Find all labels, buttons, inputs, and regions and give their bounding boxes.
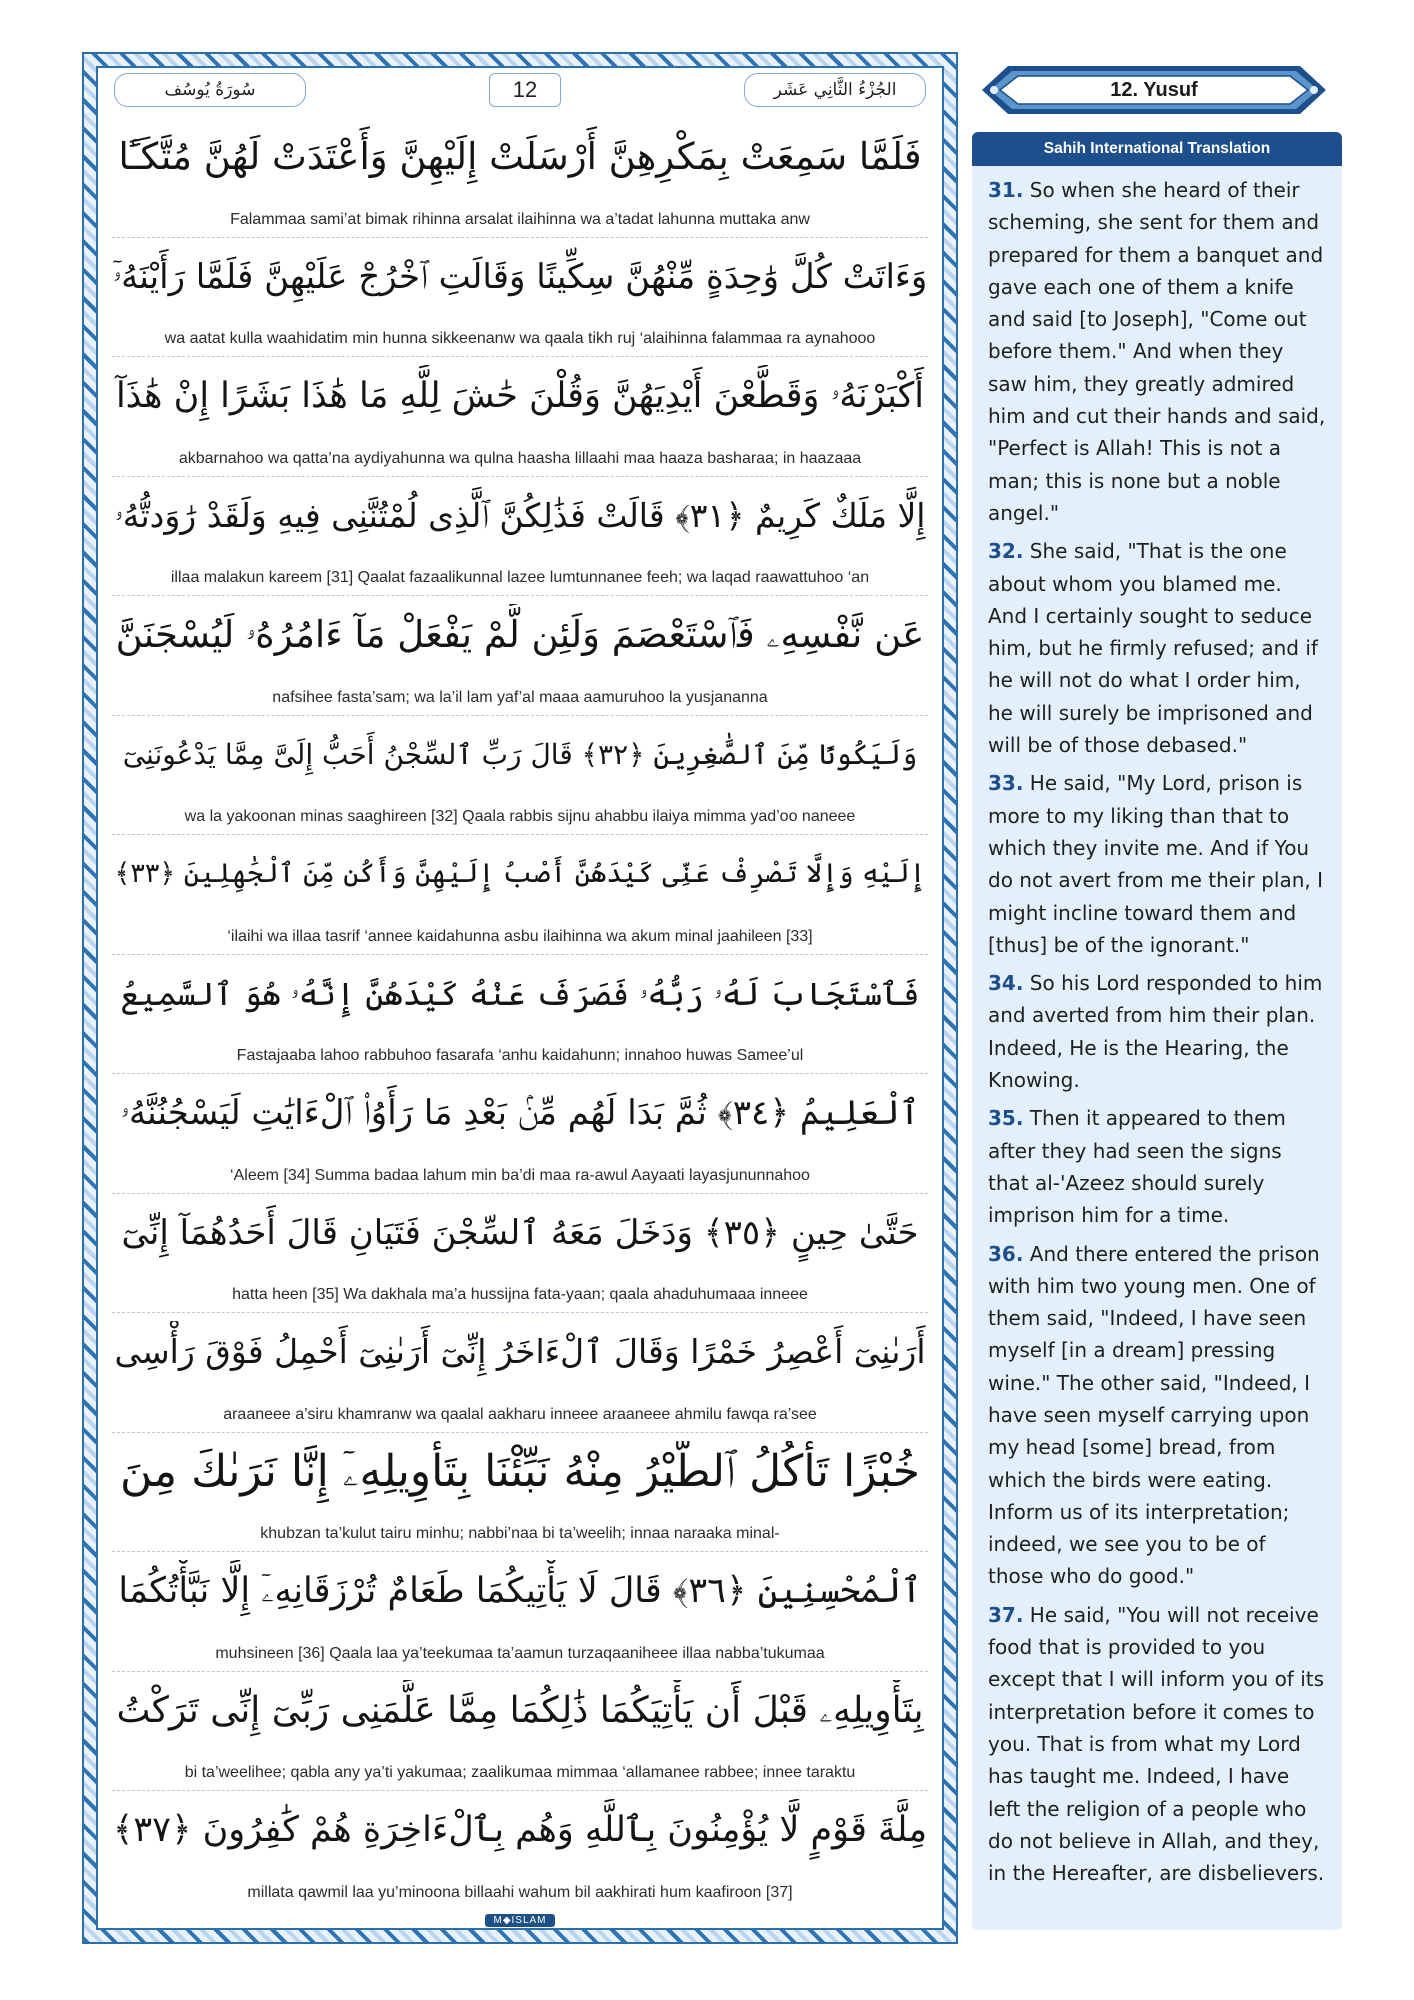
page-footer — [96, 1910, 944, 1930]
verse-line — [112, 118, 928, 238]
verse-translation-text: Then it appeared to them after they had seen the signs that al-'Azeez should surely imprison him for a time. — [988, 1106, 1286, 1228]
surah-title: 12. Yusuf — [1110, 78, 1198, 101]
transliteration-text: illaa malakun kareem [31] Qaalat fazaalikunnal lazee lumtunnanee feeh; wa laqad raawattuhoo ‘an — [170, 569, 870, 586]
translation-header: Sahih International Translation — [972, 132, 1342, 166]
transliteration-text: muhsineen [36] Qaala laa ya’teekumaa ta’aamun turzaqaaniheee illaa nabba’tukumaa — [215, 1644, 825, 1662]
transliteration-text: ‘ilaihi wa illaa tasrif ‘annee kaidahunna asbu ilaihinna wa akum minal jaahileen [33] — [227, 927, 813, 945]
transliteration-text: bi ta’weelihee; qabla any ya’ti yakumaa; zaalikumaa mimmaa ‘allamanee rabbee; innee taraktu — [184, 1764, 856, 1781]
verse-line — [112, 835, 928, 955]
arabic-text: فَلَمَّا سَمِعَتْ بِمَكْرِهِنَّ أَرْسَلَتْ إِلَيْهِنَّ وَأَعْتَدَتْ لَهُنَّ مُتَّكَـًٔا — [118, 135, 922, 178]
quran-page — [82, 52, 958, 1944]
translation-body — [972, 166, 1342, 1889]
transliteration-text: wa aatat kulla waahidatim min hunna sikkeenanw wa qaala tikh ruj ‘alaihinna falammaa ra aynahooo — [164, 330, 876, 347]
verse-translation-text: So when she heard of their scheming, she sent for them and prepared for them a banquet and gave each one of them a knife and said [to Joseph], "Come out before them." And when they saw him, they greatly admired him and cut their hands and said, "Perfect is Allah! This is not a man; this is none but a noble angel." — [988, 178, 1326, 525]
translation-verse — [988, 1599, 1326, 1890]
verse-number: 35. — [988, 1106, 1024, 1131]
page-number: 12 — [489, 73, 561, 107]
juz-label: الجُزْءُ الثَّانِي عَشَر — [744, 73, 926, 107]
transliteration-text: akbarnahoo wa qatta’na aydiyahunna wa qulna haasha lillaahi maa haaza basharaa; in haazaaa — [178, 449, 862, 467]
translation-verse — [988, 1102, 1326, 1231]
verse-number: 32. — [988, 539, 1024, 564]
arabic-text: أَكْبَرْنَهُۥ وَقَطَّعْنَ أَيْدِيَهُنَّ وَقُلْنَ حَٰشَ لِلَّهِ مَا هَٰذَا بَشَرًا إِنْ هَٰذَآ — [115, 376, 925, 416]
verse-number: 37. — [988, 1602, 1024, 1627]
verse-line — [112, 955, 928, 1075]
verse-translation-text: He said, "My Lord, prison is more to my liking than that to which they invite me. And if You do not avert from me their plan, I might incline toward them and [thus] be of the ignorant." — [988, 771, 1324, 957]
surah-title-plate — [978, 58, 1330, 122]
arabic-text: فَٱسْتَجَابَ لَهُۥ رَبُّهُۥ فَصَرَفَ عَنْهُ كَيْدَهُنَّ إِنَّهُۥ هُوَ ٱلسَّمِيعُ — [120, 974, 920, 1013]
arabic-text: وَلَيَكُونًا مِّنَ ٱلصَّٰغِرِينَ ﴿٣٢﴾ قَالَ رَبِّ ٱلسِّجْنُ أَحَبُّ إِلَىَّ مِمَّا يَدْعُونَنِىٓ — [122, 737, 918, 771]
verse-translation-text: He said, "You will not receive food that is provided to you except that I will inform you of its interpretation before it comes to you. That is from what my Lord has taught me. Indeed, I have left the religion of a people who do not believe in Allah, and they, in the Hereafter, are disbelievers. — [988, 1602, 1325, 1886]
transliteration-text: hatta heen [35] Wa dakhala ma’a hussijna fata-yaan; qaala ahaduhumaaa inneee — [232, 1286, 808, 1303]
arabic-text: بِتَأْوِيلِهِۦ قَبْلَ أَن يَأْتِيَكُمَا ذَٰلِكُمَا مِمَّا عَلَّمَنِى رَبِّىٓ إِنِّى تَرَكْتُ — [116, 1689, 924, 1731]
verse-line — [112, 1313, 928, 1433]
verse-line — [112, 477, 928, 597]
verse-translation-text: She said, "That is the one about whom you blamed me. And I certainly sought to seduce him, but he firmly refused; and if he will not do what I order him, he will surely be imprisoned and will be of those debased." — [988, 539, 1318, 758]
arabic-text: ٱلْعَلِيمُ ﴿٣٤﴾ ثُمَّ بَدَا لَهُم مِّنۢ بَعْدِ مَا رَأَوُا۟ ٱلْءَايَٰتِ لَيَسْجُنُنَّهُۥ — [120, 1093, 920, 1133]
verse-number: 34. — [988, 971, 1024, 996]
translation-verse — [988, 767, 1326, 961]
translation-verse — [988, 174, 1326, 529]
transliteration-text: ‘Aleem [34] Summa badaa lahum min ba’di maa ra-awul Aayaati layasjununnahoo — [230, 1166, 810, 1184]
arabic-text: مِلَّةَ قَوْمٍ لَّا يُؤْمِنُونَ بِٱللَّهِ وَهُم بِٱلْءَاخِرَةِ هُمْ كَٰفِرُونَ ﴿٣٧﴾ — [112, 1810, 928, 1850]
verse-translation-text: And there entered the prison with him two young men. One of them said, "Indeed, I have seen myself [in a dream] pressing wine." The other said, "Indeed, I have seen myself carrying upon my head [some] bread, from which the birds were eating. Inform us of its interpretation; indeed, we see you to be of those who do good." — [988, 1241, 1320, 1589]
verse-number: 33. — [988, 771, 1024, 796]
transliteration-text: millata qawmil laa yu’minoona billaahi wahum bil aakhirati hum kaafiroon [37] — [247, 1883, 793, 1901]
verse-number: 36. — [988, 1241, 1024, 1266]
arabic-text: إِلَّا مَلَكٌ كَرِيمٌ ﴿٣١﴾ قَالَتْ فَذَٰلِكُنَّ ٱلَّذِى لُمْتُنَّنِى فِيهِ وَلَقَدْ رَٰوَدتُّهُۥ — [114, 495, 926, 535]
transliteration-text: wa la yakoonan minas saaghireen [32] Qaala rabbis sijnu ahabbu ilaiya mimma yad’oo naneee — [184, 808, 856, 825]
verse-line — [112, 596, 928, 716]
verse-lines — [112, 118, 928, 1910]
arabic-text: ٱلْمُحْسِنِينَ ﴿٣٦﴾ قَالَ لَا يَأْتِيكُمَا طَعَامٌ تُرْزَقَانِهِۦٓ إِلَّا نَبَّأْتُكُمَا — [118, 1571, 922, 1611]
verse-line — [112, 238, 928, 358]
arabic-text: خُبْزًا تَأْكُلُ ٱلطَّيْرُ مِنْهُ نَبِّئْنَا بِتَأْوِيلِهِۦٓ إِنَّا نَرَىٰكَ مِنَ — [120, 1445, 920, 1497]
transliteration-text: khubzan ta’kulut tairu minhu; nabbi’naa bi ta’weelih; innaa naraaka minal- — [260, 1525, 780, 1542]
verse-translation-text: So his Lord responded to him and averted from him their plan. Indeed, He is the Hearing, the Knowing. — [988, 971, 1323, 1093]
verse-line — [112, 1074, 928, 1194]
page-header-center — [489, 73, 561, 107]
verse-line — [112, 1672, 928, 1792]
arabic-text: عَن نَّفْسِهِۦ فَٱسْتَعْصَمَ وَلَئِن لَّمْ يَفْعَلْ مَآ ءَامُرُهُۥ لَيُسْجَنَنَّ — [115, 613, 925, 656]
verse-line — [112, 1194, 928, 1314]
transliteration-text: araaneee a’siru khamranw wa qaalal aakharu inneee araaneee ahmilu fawqa ra’see — [223, 1405, 817, 1423]
translation-verse — [988, 967, 1326, 1096]
page-header — [114, 72, 926, 108]
translation-verse — [988, 1238, 1326, 1593]
arabic-text: أَرَىٰنِىٓ أَعْصِرُ خَمْرًا وَقَالَ ٱلْءَاخَرُ إِنِّىٓ أَرَىٰنِىٓ أَحْمِلُ فَوْقَ رَأْسِى — [114, 1332, 926, 1371]
arabic-text: حَتَّىٰ حِينٍ ﴿٣٥﴾ وَدَخَلَ مَعَهُ ٱلسِّجْنَ فَتَيَانِ قَالَ أَحَدُهُمَآ إِنِّىٓ — [121, 1212, 919, 1253]
verse-line — [112, 1433, 928, 1553]
transliteration-text: Fastajaaba lahoo rabbuhoo fasarafa ‘anhu kaidahunn; innahoo huwas Samee’ul — [236, 1047, 804, 1064]
verse-line — [112, 357, 928, 477]
verse-line — [112, 1791, 928, 1910]
transliteration-text: nafsihee fasta’sam; wa la’il lam yaf’al maaa aamuruhoo la yusjananna — [272, 688, 768, 706]
verse-line — [112, 1552, 928, 1672]
surah-name-label: سُورَةُ يُوسُف — [114, 73, 306, 107]
translation-verse — [988, 535, 1326, 761]
brand-logo: M◆ISLAM — [485, 1914, 554, 1927]
verse-number: 31. — [988, 178, 1024, 202]
verse-line — [112, 716, 928, 836]
transliteration-text: Falammaa sami’at bimak rihinna arsalat ilaihinna wa a’tadat lahunna muttaka anw — [230, 210, 810, 228]
arabic-text: إِلَيْهِ وَإِلَّا تَصْرِفْ عَنِّى كَيْدَهُنَّ أَصْبُ إِلَيْهِنَّ وَأَكُن مِّنَ ٱلْجَٰهِلِينَ ﴿٣٣﴾ — [114, 858, 926, 889]
arabic-text: وَءَاتَتْ كُلَّ وَٰحِدَةٍ مِّنْهُنَّ سِكِّينًا وَقَالَتِ ٱخْرُجْ عَلَيْهِنَّ فَلَمَّا رَأَيْنَهُۥٓ — [112, 256, 928, 297]
translation-panel — [972, 132, 1342, 1930]
